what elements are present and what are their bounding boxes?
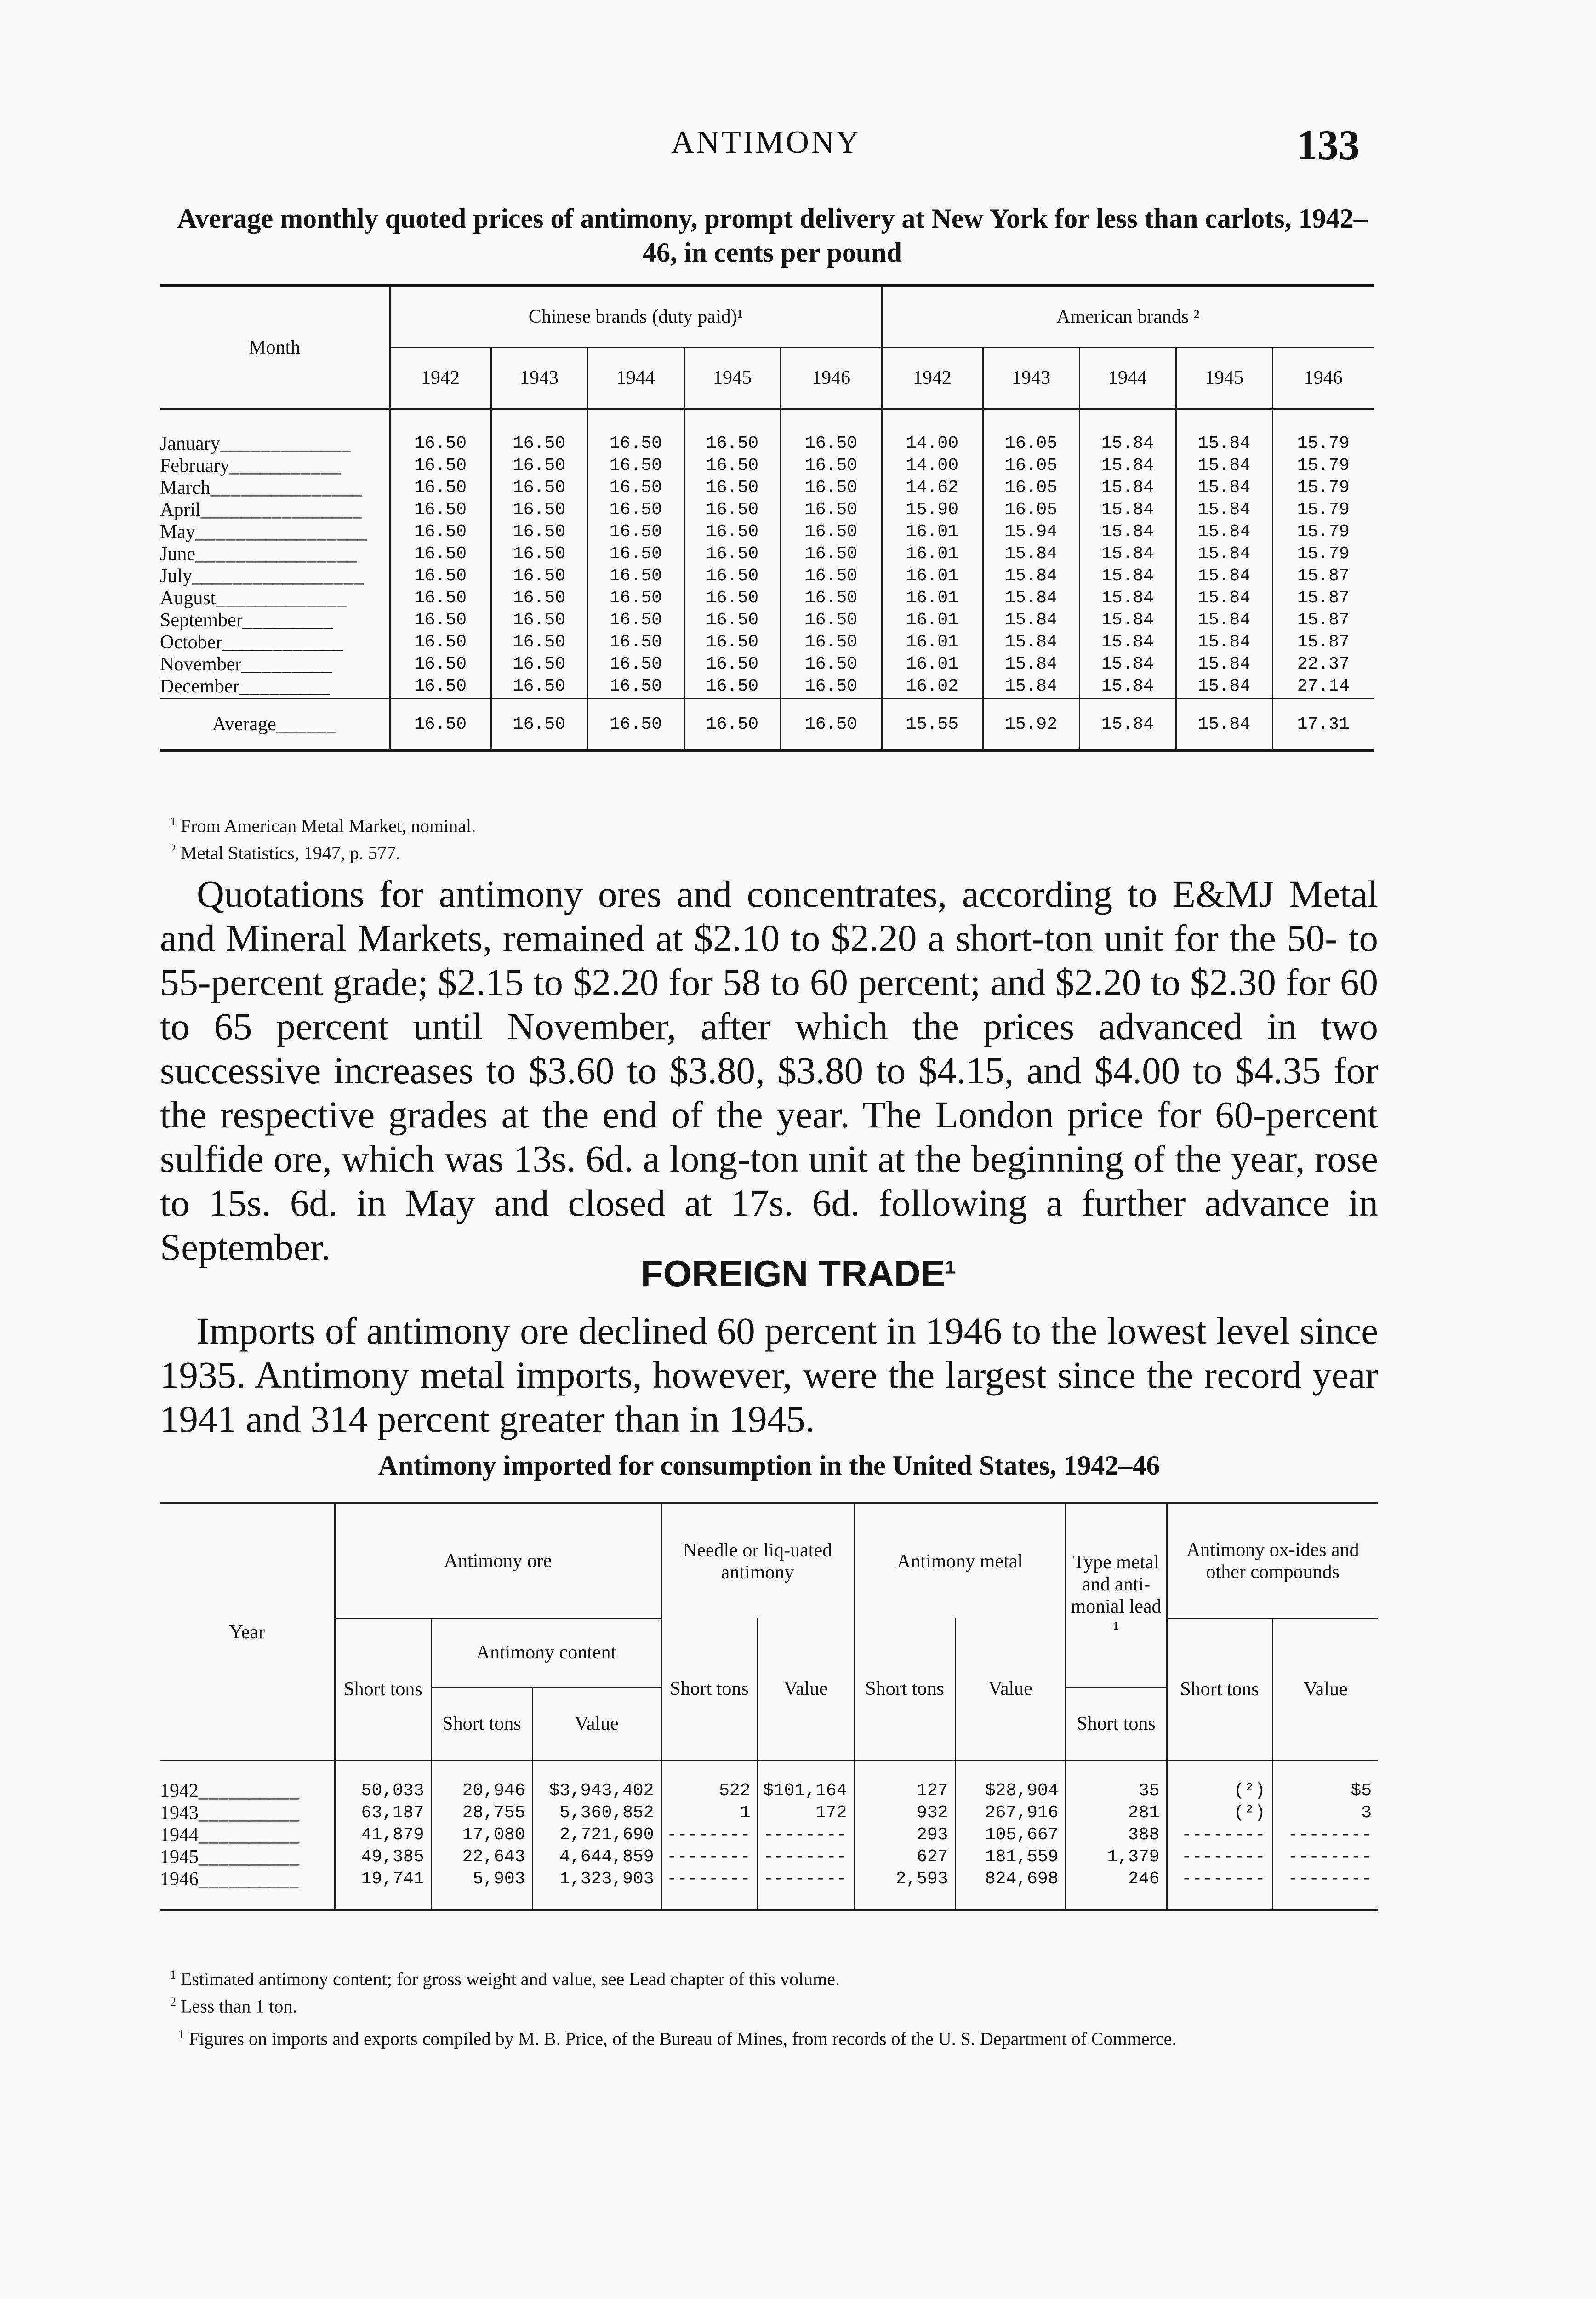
price-cell: 16.50: [587, 587, 684, 609]
footnote: $^2$ Metal Statistics, 1947, p. 577.: [170, 842, 400, 864]
price-cell: 16.01: [882, 609, 983, 631]
year-cell: 1942__________: [160, 1761, 335, 1802]
value-cell: 1,323,903: [532, 1868, 661, 1910]
price-cell: 16.50: [390, 499, 491, 521]
value-cell: 627: [854, 1846, 955, 1868]
value-cell: --------: [758, 1846, 854, 1868]
price-cell: 16.50: [587, 455, 684, 477]
price-cell: 16.50: [684, 675, 781, 698]
table-row: [160, 631, 1374, 653]
price-cell: 15.84: [983, 653, 1079, 675]
price-cell: 15.84: [1079, 499, 1176, 521]
month-cell: May_________________: [160, 521, 390, 543]
value-cell: --------: [661, 1868, 758, 1910]
price-cell: 15.84: [1176, 565, 1272, 587]
average-value: 15.84: [1079, 698, 1176, 751]
price-cell: 15.84: [1176, 675, 1272, 698]
content-value-header: Value: [532, 1687, 661, 1761]
price-cell: 15.84: [1176, 587, 1272, 609]
value-cell: 824,698: [955, 1868, 1066, 1910]
page-footnote: $^1$ Figures on imports and exports compiled by M. B. Price, of the Bureau of Mines, from records of the U. S. Department of Commerce.: [178, 2028, 1177, 2049]
price-cell: 16.05: [983, 499, 1079, 521]
value-cell: 5,903: [431, 1868, 532, 1910]
price-cell: 15.84: [983, 587, 1079, 609]
average-value: 16.50: [684, 698, 781, 751]
ore-short-tons-header: Short tons: [335, 1618, 431, 1761]
value-cell: --------: [661, 1824, 758, 1846]
price-cell: 16.50: [390, 477, 491, 499]
price-cell: 16.50: [684, 653, 781, 675]
price-cell: 15.84: [1176, 631, 1272, 653]
section-heading: FOREIGN TRADE$^1$: [640, 1253, 956, 1294]
price-cell: 16.50: [491, 609, 587, 631]
price-cell: 16.50: [491, 631, 587, 653]
table-row: [160, 609, 1374, 631]
value-cell: 63,187: [335, 1802, 431, 1824]
table-row: [160, 409, 1374, 455]
year-header: 1945: [684, 348, 781, 409]
price-cell: 16.50: [684, 409, 781, 455]
price-cell: 15.84: [1079, 631, 1176, 653]
month-cell: December_________: [160, 675, 390, 698]
value-cell: --------: [661, 1846, 758, 1868]
year-cell: 1944__________: [160, 1824, 335, 1846]
value-cell: 2,721,690: [532, 1824, 661, 1846]
value-cell: 267,916: [955, 1802, 1066, 1824]
price-cell: 16.05: [983, 409, 1079, 455]
month-cell: April________________: [160, 499, 390, 521]
price-cell: 16.50: [390, 631, 491, 653]
imports-paragraph: Imports of antimony ore declined 60 percent in 1946 to the lowest level since 1935. Antimony metal imports, however, were the largest since the record year 1941 and 314 percent greater than in 1945.: [160, 1310, 1379, 1440]
year-header: 1944: [1079, 348, 1176, 409]
average-label: Average______: [160, 698, 390, 751]
price-cell: 15.84: [1079, 565, 1176, 587]
price-cell: 15.79: [1297, 478, 1350, 498]
price-cell: 15.84: [983, 543, 1079, 565]
antimony-content-header: Antimony content: [431, 1618, 661, 1687]
value-cell: 2,593: [854, 1868, 955, 1910]
price-cell: 16.01: [882, 521, 983, 543]
value-cell: 522: [661, 1761, 758, 1802]
price-cell: 16.50: [587, 543, 684, 565]
price-cell: 22.37: [1297, 654, 1350, 674]
price-cell: 15.84: [1176, 653, 1272, 675]
price-cell: 16.50: [684, 631, 781, 653]
year-header: 1943: [491, 348, 587, 409]
price-cell: 16.50: [390, 565, 491, 587]
table-row: [160, 543, 1374, 565]
month-cell: June________________: [160, 543, 390, 565]
month-cell: February___________: [160, 455, 390, 477]
value-cell: --------: [1167, 1824, 1272, 1846]
value-cell: --------: [1288, 1847, 1372, 1867]
price-cell: 15.84: [983, 675, 1079, 698]
table-row: [160, 653, 1374, 675]
price-cell: 15.84: [1176, 609, 1272, 631]
average-value: 17.31: [1297, 714, 1350, 734]
value-cell: 293: [854, 1824, 955, 1846]
price-cell: 16.01: [882, 631, 983, 653]
price-cell: 16.50: [390, 521, 491, 543]
average-value: 15.84: [1176, 698, 1272, 751]
year-header: 1946: [1304, 367, 1343, 389]
price-cell: 16.50: [781, 521, 882, 543]
month-cell: August_____________: [160, 587, 390, 609]
price-cell: 16.50: [684, 587, 781, 609]
footnote: $^1$ Estimated antimony content; for gross weight and value, see Lead chapter of this volume.: [170, 1968, 840, 1990]
value-cell: 172: [758, 1802, 854, 1824]
oxides-header: Antimony ox-ides and other compounds: [1167, 1503, 1378, 1618]
price-cell: 16.50: [390, 609, 491, 631]
month-cell: January_____________: [160, 409, 390, 455]
price-cell: 14.00: [882, 455, 983, 477]
table-row: [160, 1824, 1378, 1846]
oxides-value-header: Value: [1303, 1678, 1348, 1700]
price-cell: 15.84: [1176, 521, 1272, 543]
value-cell: 22,643: [431, 1846, 532, 1868]
price-cell: 16.50: [781, 609, 882, 631]
value-cell: 50,033: [335, 1761, 431, 1802]
value-cell: --------: [1167, 1868, 1272, 1910]
price-cell: 15.79: [1297, 544, 1350, 564]
year-header: 1942: [390, 348, 491, 409]
value-cell: $3,943,402: [532, 1761, 661, 1802]
needle-antimony-header: Needle or liq-uated antimony: [661, 1503, 854, 1618]
page-number: 133: [1296, 121, 1360, 168]
average-value: 16.50: [781, 698, 882, 751]
price-cell: 15.84: [1079, 609, 1176, 631]
price-cell: 16.01: [882, 653, 983, 675]
price-cell: 16.50: [781, 543, 882, 565]
price-cell: 16.50: [390, 653, 491, 675]
price-cell: 16.50: [781, 631, 882, 653]
price-cell: 16.50: [491, 499, 587, 521]
value-cell: 281: [1066, 1802, 1167, 1824]
price-cell: 15.84: [983, 631, 1079, 653]
price-cell: 27.14: [1297, 676, 1350, 696]
value-cell: (²): [1167, 1802, 1272, 1824]
price-cell: 16.50: [587, 409, 684, 455]
price-cell: 16.01: [882, 543, 983, 565]
price-cell: 15.84: [1079, 455, 1176, 477]
price-cell: 15.87: [1297, 632, 1350, 652]
table-row: [160, 455, 1374, 477]
price-cell: 15.79: [1297, 456, 1350, 475]
price-cell: 16.50: [684, 565, 781, 587]
price-cell: 15.84: [1176, 543, 1272, 565]
price-cell: 15.94: [983, 521, 1079, 543]
value-cell: 127: [854, 1761, 955, 1802]
table-row: [160, 521, 1374, 543]
price-cell: 16.50: [587, 477, 684, 499]
price-cell: 16.50: [781, 499, 882, 521]
value-cell: --------: [1288, 1825, 1372, 1845]
value-cell: (²): [1167, 1761, 1272, 1802]
value-cell: 41,879: [335, 1824, 431, 1846]
table-row: [160, 565, 1374, 587]
price-cell: 15.84: [1079, 543, 1176, 565]
price-cell: 15.84: [1079, 409, 1176, 455]
price-cell: 16.50: [781, 477, 882, 499]
antimony-ore-header: Antimony ore: [335, 1503, 661, 1618]
price-cell: 16.50: [781, 653, 882, 675]
price-cell: 15.84: [1079, 477, 1176, 499]
footnote: $^2$ Less than 1 ton.: [170, 1995, 297, 2017]
price-cell: 16.50: [491, 455, 587, 477]
value-cell: $5: [1351, 1781, 1372, 1801]
price-cell: 16.50: [684, 521, 781, 543]
year-header: 1943: [983, 348, 1079, 409]
price-cell: 16.50: [390, 455, 491, 477]
price-cell: 15.84: [1079, 653, 1176, 675]
value-cell: 35: [1066, 1761, 1167, 1802]
value-cell: 5,360,852: [532, 1802, 661, 1824]
year-header: 1944: [587, 348, 684, 409]
month-cell: September_________: [160, 609, 390, 631]
price-cell: 16.50: [491, 409, 587, 455]
price-cell: 16.01: [882, 587, 983, 609]
table-row: [160, 675, 1374, 698]
value-cell: 246: [1066, 1868, 1167, 1910]
price-cell: 15.90: [882, 499, 983, 521]
price-cell: 16.50: [781, 455, 882, 477]
price-cell: 15.84: [1176, 455, 1272, 477]
quotations-paragraph: Quotations for antimony ores and concentrates, according to E&MJ Metal and Mineral Markets, remained at $2.10 to $2.20 a short-ton unit for the 50- to 55-percent grade; $2.15 to $2.20 for 58 to 60 percent; and $2.20 to $2.30 for 60 to 65 percent until November, after which the prices advanced in two successive increases to $3.60 to $3.80, $3.80 to $4.15, and $4.00 to $4.35 for the respective grades at the end of the year. The London price for 60-percent sulfide ore, which was 13s. 6d. a long-ton unit at the beginning of the year, rose to 15s. 6d. in May and closed at 17s. 6d. following a further advance in September.: [160, 873, 1378, 1268]
american-brands-header: American brands ²: [882, 286, 1374, 348]
price-cell: 15.84: [983, 565, 1079, 587]
average-value: 15.55: [882, 698, 983, 751]
month-cell: March_______________: [160, 477, 390, 499]
value-cell: --------: [758, 1824, 854, 1846]
price-cell: 16.50: [491, 653, 587, 675]
month-cell: October____________: [160, 631, 390, 653]
value-cell: $28,904: [955, 1761, 1066, 1802]
price-cell: 16.50: [684, 477, 781, 499]
price-cell: 15.84: [1079, 587, 1176, 609]
imports-table: [160, 1502, 1378, 1911]
value-cell: 388: [1066, 1824, 1167, 1846]
price-cell: 16.50: [781, 675, 882, 698]
average-row: [160, 698, 1374, 751]
value-cell: 1: [661, 1802, 758, 1824]
price-cell: 16.50: [684, 609, 781, 631]
price-cell: 15.87: [1297, 610, 1350, 630]
table-row: [160, 1868, 1378, 1910]
price-cell: 15.79: [1297, 434, 1350, 453]
price-cell: 16.50: [587, 631, 684, 653]
type-metal-short-tons-header: Short tons: [1066, 1687, 1167, 1761]
value-cell: 4,644,859: [532, 1846, 661, 1868]
needle-short-tons-header: Short tons: [661, 1618, 758, 1761]
oxides-short-tons-header: Short tons: [1167, 1618, 1272, 1761]
price-cell: 16.01: [882, 565, 983, 587]
price-cell: 15.87: [1297, 588, 1350, 608]
price-cell: 15.84: [1079, 521, 1176, 543]
value-cell: --------: [758, 1868, 854, 1910]
price-cell: 16.50: [491, 477, 587, 499]
price-cell: 16.50: [390, 543, 491, 565]
price-cell: 15.84: [983, 609, 1079, 631]
year-cell: 1945__________: [160, 1846, 335, 1868]
price-table-caption: Average monthly quoted prices of antimony, prompt delivery at New York for less than carlots, 1942–46, in cents per pound: [177, 203, 1368, 268]
metal-value-header: Value: [955, 1618, 1066, 1761]
value-cell: 105,667: [955, 1824, 1066, 1846]
imports-table-footnotes: [170, 1963, 1365, 2018]
price-cell: 16.50: [587, 499, 684, 521]
price-cell: 16.50: [684, 499, 781, 521]
price-cell: 16.05: [983, 477, 1079, 499]
price-cell: 16.50: [491, 565, 587, 587]
value-cell: 932: [854, 1802, 955, 1824]
chinese-brands-header: Chinese brands (duty paid)¹: [390, 286, 882, 348]
value-cell: 19,741: [335, 1868, 431, 1910]
price-cell: 15.87: [1297, 566, 1350, 586]
value-cell: 28,755: [431, 1802, 532, 1824]
price-table: [160, 284, 1374, 752]
average-value: 16.50: [390, 698, 491, 751]
price-cell: 16.50: [587, 565, 684, 587]
price-table-footnotes: [170, 810, 1365, 865]
type-metal-header: Type metal and anti-monial lead ¹: [1066, 1503, 1167, 1687]
table-row: [160, 1761, 1378, 1802]
month-cell: November_________: [160, 653, 390, 675]
value-cell: 3: [1361, 1803, 1372, 1823]
year-cell: 1946__________: [160, 1868, 335, 1910]
value-cell: 181,559: [955, 1846, 1066, 1868]
price-cell: 14.00: [882, 409, 983, 455]
price-cell: 16.50: [684, 455, 781, 477]
value-cell: $101,164: [758, 1761, 854, 1802]
price-cell: 16.50: [781, 565, 882, 587]
price-cell: 16.50: [781, 587, 882, 609]
price-cell: 16.50: [491, 543, 587, 565]
month-column-header: Month: [160, 286, 390, 409]
value-cell: 20,946: [431, 1761, 532, 1802]
price-cell: 16.05: [983, 455, 1079, 477]
value-cell: 17,080: [431, 1824, 532, 1846]
table-row: [160, 477, 1374, 499]
year-column-header: Year: [160, 1503, 335, 1761]
price-cell: 16.50: [587, 609, 684, 631]
value-cell: 49,385: [335, 1846, 431, 1868]
month-cell: July_________________: [160, 565, 390, 587]
content-short-tons-header: Short tons: [431, 1687, 532, 1761]
footnote: $^1$ From American Metal Market, nominal.: [170, 815, 476, 836]
price-cell: 16.50: [390, 409, 491, 455]
antimony-metal-header: Antimony metal: [854, 1503, 1066, 1618]
price-cell: 15.79: [1297, 500, 1350, 520]
year-header: 1942: [882, 348, 983, 409]
price-cell: 16.50: [390, 587, 491, 609]
year-cell: 1943__________: [160, 1802, 335, 1824]
price-cell: 16.50: [491, 587, 587, 609]
price-cell: 15.84: [1079, 675, 1176, 698]
price-cell: 15.84: [1176, 499, 1272, 521]
price-cell: 15.84: [1176, 409, 1272, 455]
table-row: [160, 1802, 1378, 1824]
running-head: [0, 120, 1596, 171]
price-cell: 16.50: [587, 675, 684, 698]
table-row: [160, 499, 1374, 521]
year-header: 1946: [781, 348, 882, 409]
table-row: [160, 587, 1374, 609]
price-cell: 14.62: [882, 477, 983, 499]
price-cell: 16.50: [587, 521, 684, 543]
price-cell: 16.50: [781, 409, 882, 455]
price-cell: 16.50: [390, 675, 491, 698]
price-cell: 16.50: [491, 675, 587, 698]
average-value: 16.50: [491, 698, 587, 751]
table-row: [160, 1846, 1378, 1868]
value-cell: --------: [1288, 1869, 1372, 1889]
price-cell: 16.50: [587, 653, 684, 675]
average-value: 16.50: [587, 698, 684, 751]
average-value: 15.92: [983, 698, 1079, 751]
price-cell: 15.84: [1176, 477, 1272, 499]
metal-short-tons-header: Short tons: [854, 1618, 955, 1761]
page-title: ANTIMONY: [671, 125, 861, 160]
value-cell: 1,379: [1066, 1846, 1167, 1868]
price-cell: 16.50: [684, 543, 781, 565]
needle-value-header: Value: [758, 1618, 854, 1761]
price-cell: 16.50: [491, 521, 587, 543]
price-cell: 16.02: [882, 675, 983, 698]
value-cell: --------: [1167, 1846, 1272, 1868]
year-header: 1945: [1176, 348, 1272, 409]
imports-table-caption: Antimony imported for consumption in the United States, 1942–46: [378, 1450, 1160, 1481]
price-cell: 15.79: [1297, 522, 1350, 542]
